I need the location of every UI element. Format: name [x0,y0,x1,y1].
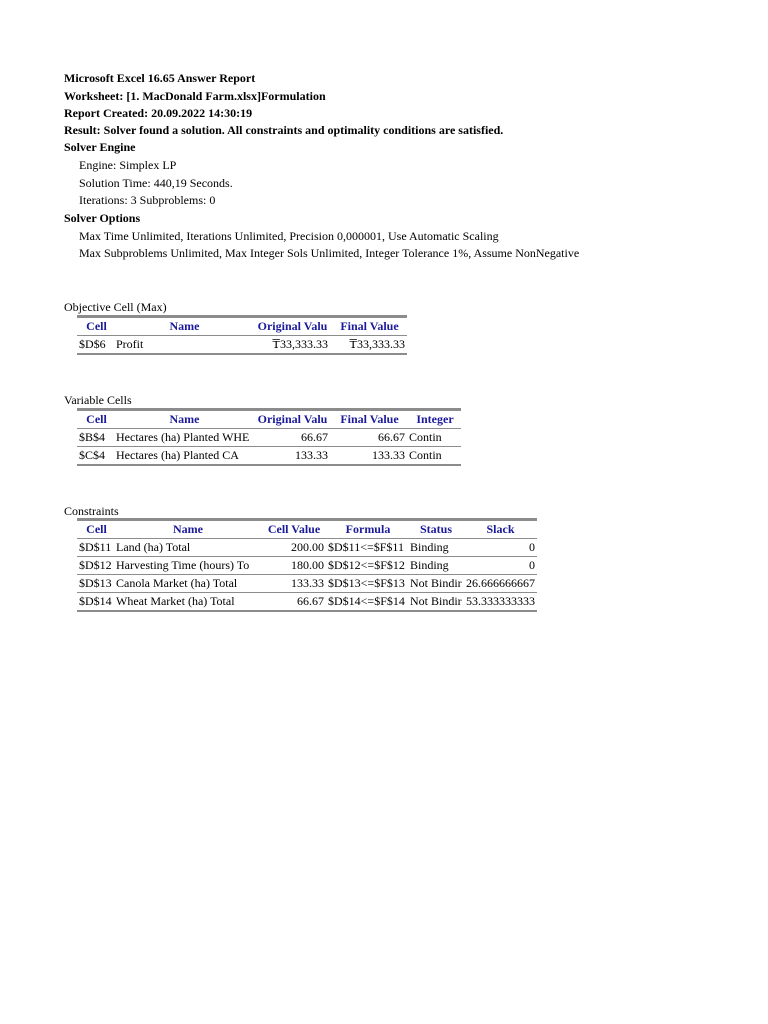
iterations-line: Iterations: 3 Subproblems: 0 [79,193,216,207]
cell-name: Harvesting Time (hours) To [114,557,260,575]
variables-header-row [77,410,461,429]
cell-ref: $B$4 [77,429,114,447]
variables-table [77,408,461,466]
original-value: ₸33,333.33 [253,336,330,355]
cell-ref: $D$11 [77,539,114,557]
report-title: Microsoft Excel 16.65 Answer Report [64,71,256,85]
objective-header-row [77,317,407,336]
table-row [77,336,407,355]
cell-name: Canola Market (ha) Total [114,575,260,593]
cell-ref: $D$13 [77,575,114,593]
options-heading: Solver Options [64,211,141,225]
cell-name: Hectares (ha) Planted CA [114,447,253,466]
col-header-final: Final Value [330,410,407,429]
cell-ref: $D$6 [77,336,114,355]
col-header-integer: Integer [407,410,461,429]
integer-value: Contin [407,447,461,466]
result-line: Result: Solver found a solution. All constraints and optimality conditions are satisfied. [64,123,504,137]
cell-name: Hectares (ha) Planted WHE [114,429,253,447]
cell-value: 200.00 [260,539,326,557]
cell-value: 133.33 [260,575,326,593]
status: Binding [408,539,462,557]
slack: 26.666666667 [462,575,537,593]
final-value: ₸33,333.33 [330,336,407,355]
integer-value: Contin [407,429,461,447]
cell-name: Profit [114,336,253,355]
original-value: 66.67 [253,429,330,447]
col-header-final: Final Value [330,317,407,336]
col-header-name: Name [114,317,253,336]
worksheet-line: Worksheet: [1. MacDonald Farm.xlsx]Formulation [64,89,326,103]
col-header-cell: Cell [77,317,114,336]
formula: $D$11<=$F$11 [326,539,408,557]
table-row [77,593,537,612]
formula: $D$14<=$F$14 [326,593,408,612]
options-line-2: Max Subproblems Unlimited, Max Integer Sols Unlimited, Integer Tolerance 1%, Assume NonNegative [79,246,580,260]
cell-value: 66.67 [260,593,326,612]
table-row [77,429,461,447]
formula: $D$13<=$F$13 [326,575,408,593]
solution-time: Solution Time: 440,19 Seconds. [79,176,233,190]
status: Not Bindir [408,575,462,593]
engine-line: Engine: Simplex LP [79,158,177,172]
report-created: Report Created: 20.09.2022 14:30:19 [64,106,253,120]
col-header-formula: Formula [326,520,408,539]
col-header-original: Original Valu [253,410,330,429]
cell-name: Land (ha) Total [114,539,260,557]
constraints-section-title: Constraints [64,504,119,518]
options-line-1: Max Time Unlimited, Iterations Unlimited, Precision 0,000001, Use Automatic Scaling [79,229,499,243]
slack: 0 [462,557,537,575]
table-row [77,539,537,557]
cell-ref: $D$12 [77,557,114,575]
slack: 0 [462,539,537,557]
original-value: 133.33 [253,447,330,466]
objective-section-title: Objective Cell (Max) [64,300,167,314]
formula: $D$12<=$F$12 [326,557,408,575]
col-header-status: Status [408,520,462,539]
col-header-cell-value: Cell Value [260,520,326,539]
col-header-name: Name [114,520,260,539]
col-header-slack: Slack [462,520,537,539]
table-row [77,557,537,575]
constraints-header-row [77,520,537,539]
engine-heading: Solver Engine [64,140,136,154]
col-header-original: Original Valu [253,317,330,336]
variables-section-title: Variable Cells [64,393,132,407]
cell-name: Wheat Market (ha) Total [114,593,260,612]
objective-table [77,315,407,355]
table-row [77,575,537,593]
col-header-cell: Cell [77,520,114,539]
constraints-table [77,518,537,612]
slack: 53.333333333 [462,593,537,612]
status: Binding [408,557,462,575]
table-row [77,447,461,466]
col-header-cell: Cell [77,410,114,429]
status: Not Bindir [408,593,462,612]
cell-ref: $C$4 [77,447,114,466]
final-value: 66.67 [330,429,407,447]
cell-value: 180.00 [260,557,326,575]
col-header-name: Name [114,410,253,429]
final-value: 133.33 [330,447,407,466]
cell-ref: $D$14 [77,593,114,612]
